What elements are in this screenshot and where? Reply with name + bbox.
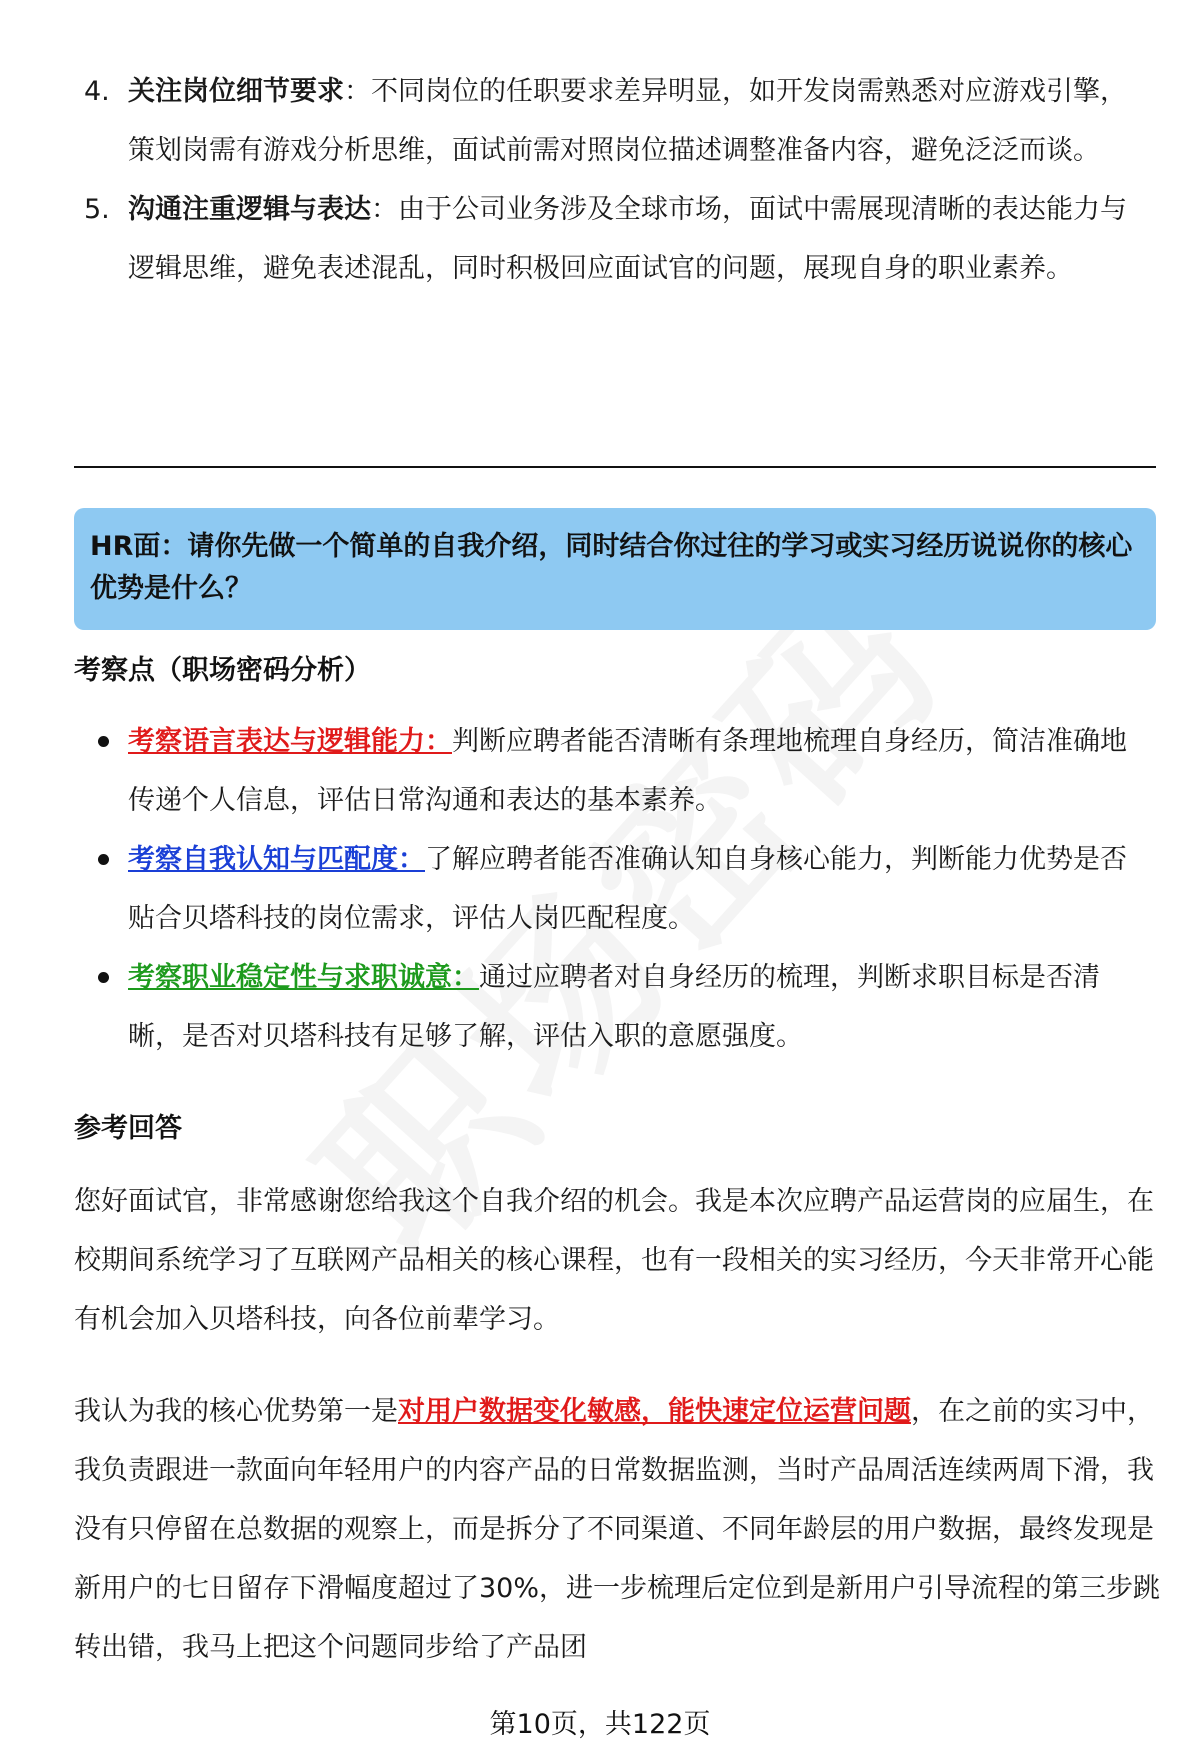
list-item: [74, 62, 1154, 180]
bullet-icon: [90, 948, 128, 1066]
page-number: 第10页，共122页: [489, 1709, 711, 1740]
exam-point-keyword: 考察自我认知与匹配度：: [128, 844, 425, 875]
list-item: [90, 948, 1150, 1066]
list-item-sep: ：: [371, 194, 398, 225]
answer-text: ，在之前的实习中，我负责跟进一款面向年轻用户的内容产品的日常数据监测，当时产品周活连续两周下滑，我没有只停留在总数据的观察上，而是拆分了不同渠道、不同年龄层的用户数据，最终发现是新用户的七日留存下滑幅度超过了30%，进一步梳理后定位到是新用户引导流程的第三步跳转出错，我马上把这个问题同步给了产品团: [74, 1396, 1161, 1663]
bullet-icon: [90, 712, 128, 830]
numbered-list: [74, 62, 1154, 298]
exam-point-keyword: 考察语言表达与逻辑能力：: [128, 726, 452, 757]
list-item-text: 不同岗位的任职要求差异明显，如开发岗需熟悉对应游戏引擎，策划岗需有游戏分析思维，面试前需对照岗位描述调整准备内容，避免泛泛而谈。: [128, 76, 1127, 166]
list-item-sep: ：: [344, 76, 371, 107]
answer-heading: 参考回答: [74, 1113, 182, 1144]
exam-point-keyword: 考察职业稳定性与求职诚意：: [128, 962, 479, 993]
list-item: [90, 830, 1150, 948]
answer-paragraph: [74, 1382, 1164, 1677]
list-number: 4.: [84, 76, 110, 107]
exam-point-text: 了解应聘者能否准确认知自身核心能力，判断能力优势是否贴合贝塔科技的岗位需求，评估人岗匹配程度。: [128, 844, 1127, 934]
answer-paragraph: 您好面试官，非常感谢您给我这个自我介绍的机会。我是本次应聘产品运营岗的应届生，在校期间系统学习了互联网产品相关的核心课程，也有一段相关的实习经历，今天非常开心能有机会加入贝塔科技，向各位前辈学习。: [74, 1186, 1154, 1335]
exam-points-heading: 考察点（职场密码分析）: [74, 655, 371, 686]
answer-highlight: 对用户数据变化敏感，能快速定位运营问题: [398, 1396, 911, 1427]
bullet-icon: [90, 830, 128, 948]
exam-point-text: 通过应聘者对自身经历的梳理，判断求职目标是否清晰，是否对贝塔科技有足够了解，评估入职的意愿强度。: [128, 962, 1100, 1052]
list-number: 5.: [84, 194, 110, 225]
list-item-text: 由于公司业务涉及全球市场，面试中需展现清晰的表达能力与逻辑思维，避免表述混乱，同时积极回应面试官的问题，展现自身的职业素养。: [128, 194, 1127, 284]
exam-point-text: 判断应聘者能否清晰有条理地梳理自身经历，简洁准确地传递个人信息，评估日常沟通和表达的基本素养。: [128, 726, 1127, 816]
list-item: [90, 712, 1150, 830]
list-item-title: 沟通注重逻辑与表达: [128, 194, 371, 225]
answer-text: 我认为我的核心优势第一是: [74, 1396, 398, 1427]
question-box: HR面：请你先做一个简单的自我介绍，同时结合你过往的学习或实习经历说说你的核心优势是什么？: [74, 508, 1156, 630]
section-divider: [74, 466, 1156, 468]
list-item: [74, 180, 1154, 298]
list-item-title: 关注岗位细节要求: [128, 76, 344, 107]
exam-points-list: [90, 712, 1150, 1066]
